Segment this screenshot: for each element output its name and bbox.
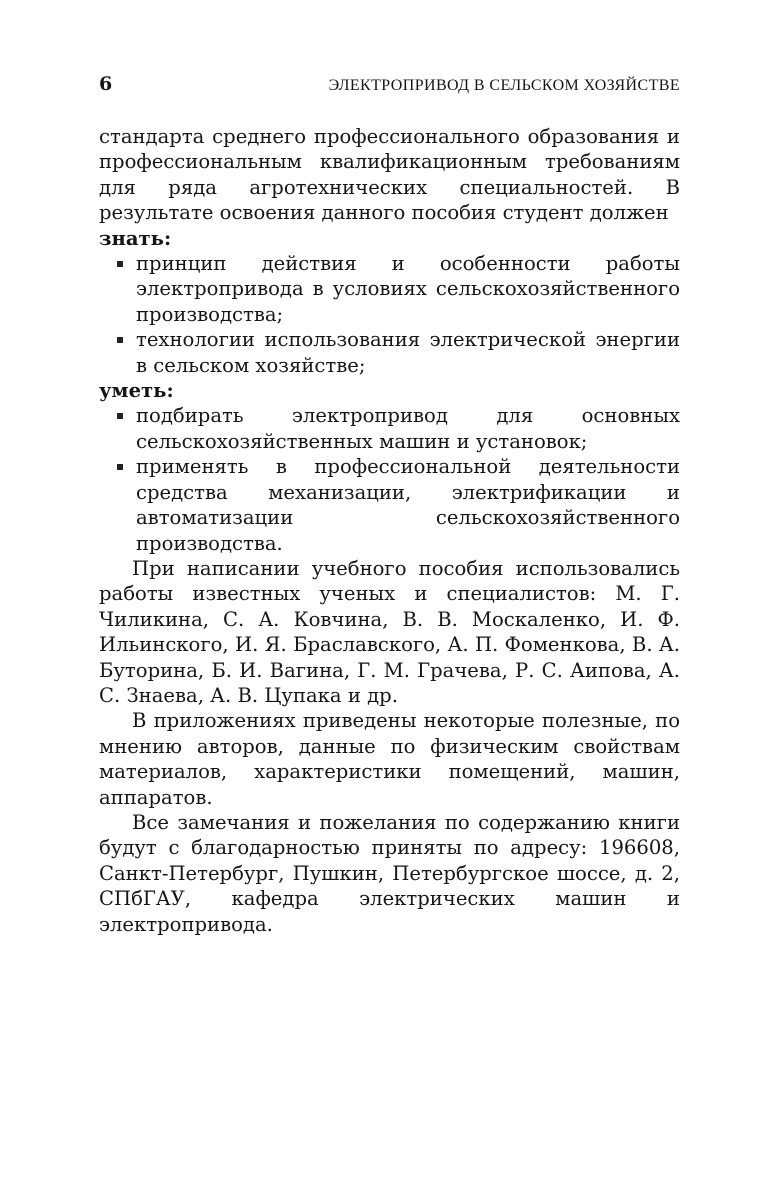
page-body	[99, 124, 680, 937]
list-item	[99, 251, 680, 327]
running-title: ЭЛЕКТРОПРИВОД В СЕЛЬСКОМ ХОЗЯЙСТВЕ	[328, 77, 680, 94]
list-item-text: применять в профессиональной деятельности средства механизации, электрификации и автоматизации сельскохозяйственного производства.	[136, 455, 680, 555]
list-item-text: технологии использования электрической энергии в сельском хозяйстве;	[136, 328, 680, 377]
know-heading: знать:	[99, 226, 172, 250]
page-number: 6	[99, 73, 113, 95]
page-header	[99, 73, 680, 97]
bullet-icon	[117, 413, 123, 419]
bullet-icon	[117, 464, 123, 470]
intro-paragraph: стандарта среднего профессионального образования и профессиональным квалификационным требованиям для ряда агротехнических специальностей. В результате освоения данного пособия студент должен	[99, 125, 680, 225]
can-heading: уметь:	[99, 379, 174, 403]
list-item-text: принцип действия и особенности работы электропривода в условиях сельскохозяйственного производства;	[136, 252, 680, 326]
body-paragraph: В приложениях приведены некоторые полезные, по мнению авторов, данные по физическим свойствам материалов, характеристики помещений, машин, аппаратов.	[99, 709, 680, 809]
body-paragraph: Все замечания и пожелания по содержанию книги будут с благодарностью приняты по адресу: 196608, Санкт-Петербург, Пушкин, Петербургское шоссе, д. 2, СПбГАУ, кафедра электрических машин и электропривода.	[99, 810, 680, 936]
bullet-icon	[117, 261, 123, 267]
list-item-text: подбирать электропривод для основных сельскохозяйственных машин и установок;	[136, 404, 680, 453]
list-item	[99, 403, 680, 454]
list-item	[99, 454, 680, 556]
body-paragraph: При написании учебного пособия использовались работы известных ученых и специалистов: М. Г. Чиликина, С. А. Ковчина, В. В. Москаленко, И. Ф. Ильинского, И. Я. Браславского, А. П. Фоменкова, В. А. Буторина, Б. И. Вагина, Г. М. Грачева, Р. С. Аипова, А. С. Знаева, А. В. Цупака и др.	[99, 556, 680, 707]
can-list	[99, 403, 680, 555]
list-item	[99, 327, 680, 378]
bullet-icon	[117, 337, 123, 343]
know-list	[99, 251, 680, 378]
